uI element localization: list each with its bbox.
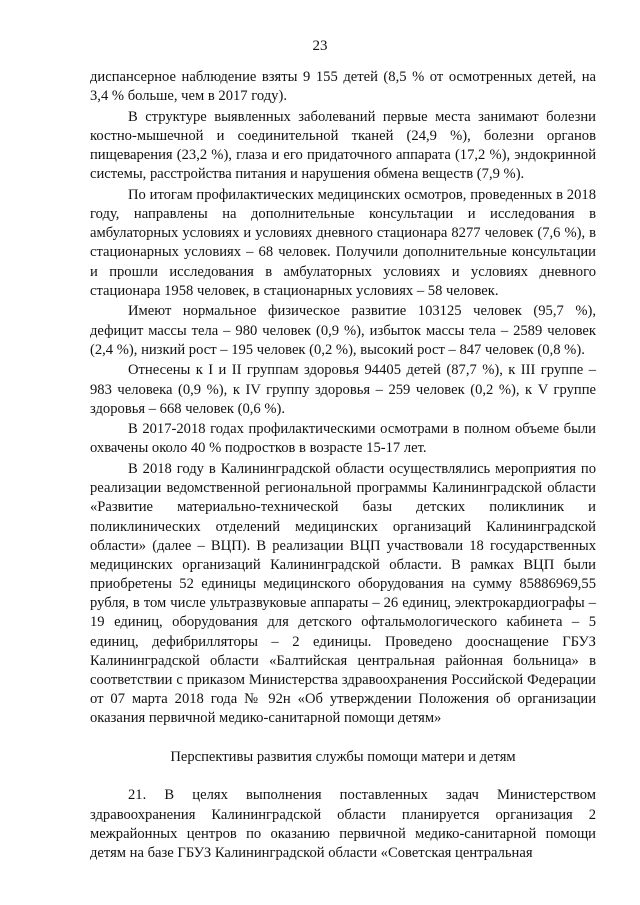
section-heading: Перспективы развития службы помощи матери и детям — [170, 749, 516, 766]
paragraph: Имеют нормальное физическое развитие 103125 человек (95,7 %), дефицит массы тела – 980 человек (0,9 %), избыток массы тела – 2589 человек (2,4 %), низкий рост – 195 человек (0,2 %), высокий рост – 847 человек (0,8 %). — [90, 303, 596, 358]
paragraph: В 2017-2018 годах профилактическими осмотрами в полном объеме были охвачены около 40 % подростков в возрасте 15-17 лет. — [90, 421, 596, 457]
paragraph: В 2018 году в Калининградской области осуществлялись мероприятия по реализации ведомственной региональной программы Калининградской области «Развитие материально-технической базы детских поликлиник и поликлинических отделений медицинских организаций Калининградской области» (далее – ВЦП). В реализации ВЦП участвовали 18 государственных медицинских организаций Калининградской области. В рамках ВЦП были приобретены 52 единицы медицинского оборудования на сумму 85886969,55 рубля, в том числе ультразвуковые аппараты – 26 единиц, электрокардиографы – 19 единиц, оборудования для детского офтальмологического кабинета – 5 единиц, дефибрилляторы – 2 единицы. Проведено дооснащение ГБУЗ Калининградской области «Балтийская центральная районная больница» в соответствии с приказом Министерства здравоохранения Российской Федерации от 07 марта 2018 года № 92н «Об утверждении Положения об организации оказания первичной медико-санитарной помощи детям» — [90, 461, 596, 727]
paragraph: По итогам профилактических медицинских осмотров, проведенных в 2018 году, направлены на дополнительные консультации и исследования в амбулаторных условиях и условиях дневного стационара 8277 человек (7,6 %), в стационарных условиях – 68 человек. Получили дополнительные консультации и прошли исследования в амбулаторных условиях и условиях дневного стационара 1958 человек, в стационарных условиях – 58 человек. — [90, 186, 596, 299]
paragraph: В структуре выявленных заболеваний первые места занимают болезни костно-мышечной и соединительной тканей (24,9 %), болезни органов пищеварения (23,2 %), глаза и его придаточного аппарата (17,2 %), эндокринной системы, расстройства питания и нарушения обмена веществ (7,9 %). — [90, 108, 596, 183]
paragraph: 21. В целях выполнения поставленных задач Министерством здравоохранения Калининградской области планируется организация 2 межрайонных центров по оказанию первичной медико-санитарной помощи детям на базе ГБУЗ Калининградской области «Советская центральная — [90, 787, 596, 861]
paragraph: диспансерное наблюдение взяты 9 155 детей (8,5 % от осмотренных детей, на 3,4 % больше, чем в 2017 году). — [90, 69, 596, 105]
document-body — [90, 68, 596, 865]
paragraph: Отнесены к I и II группам здоровья 94405 детей (87,7 %), к III группе – 983 человека (0,9 %), к IV группу здоровья – 259 человек (0,2 %), к V группе здоровья – 668 человек (0,6 %). — [90, 362, 596, 417]
page-number: 23 — [312, 38, 328, 54]
